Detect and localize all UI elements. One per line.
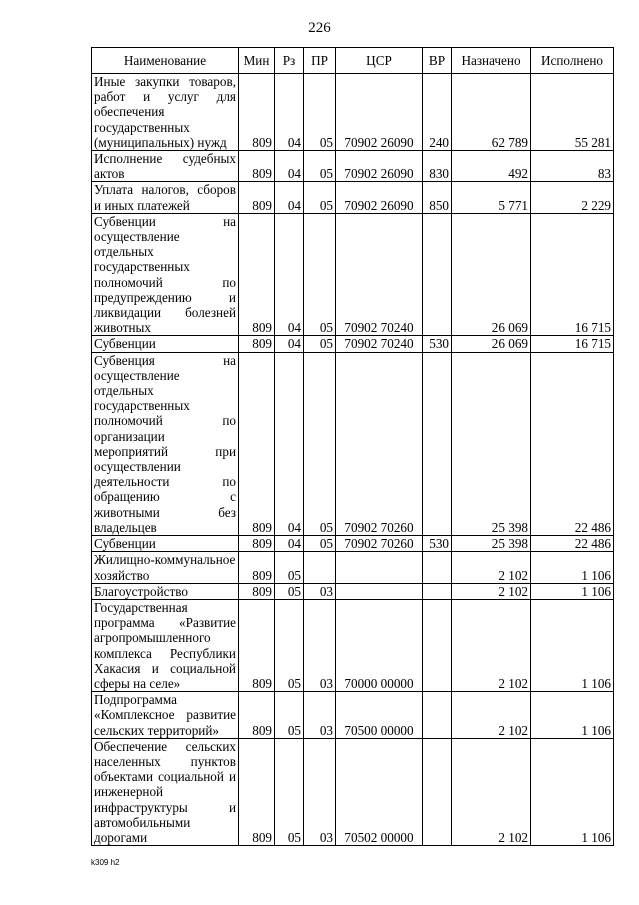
table-row <box>92 599 614 691</box>
cell-rz: 04 <box>275 182 304 213</box>
table-row <box>92 583 614 599</box>
cell-vr <box>423 692 452 739</box>
table-row <box>92 738 614 845</box>
table-body <box>92 74 614 846</box>
cell-pr: 05 <box>304 151 336 182</box>
cell-name: Уплата налогов, сборов и иных платежей <box>92 182 239 213</box>
cell-min: 809 <box>239 599 275 691</box>
cell-rz: 05 <box>275 738 304 845</box>
cell-executed: 1 106 <box>531 738 614 845</box>
cell-assigned: 25 398 <box>452 536 531 552</box>
cell-min: 809 <box>239 583 275 599</box>
cell-name: Субвенция на осуществление отдельных государственных полномочий по организации мероприятий при осуществлении деятельности по обращению с животными без владельцев <box>92 352 239 535</box>
cell-pr: 05 <box>304 352 336 535</box>
cell-assigned: 25 398 <box>452 352 531 535</box>
cell-rz: 04 <box>275 536 304 552</box>
cell-min: 809 <box>239 336 275 352</box>
table-row <box>92 352 614 535</box>
footer-code: k309 h2 <box>91 858 120 867</box>
cell-vr <box>423 213 452 336</box>
table-row <box>92 692 614 739</box>
cell-rz: 05 <box>275 599 304 691</box>
cell-rz: 05 <box>275 552 304 583</box>
cell-pr: 05 <box>304 74 336 151</box>
cell-executed: 55 281 <box>531 74 614 151</box>
cell-min: 809 <box>239 692 275 739</box>
header-vr: ВР <box>423 48 452 74</box>
cell-assigned: 2 102 <box>452 583 531 599</box>
cell-name: Субвенции <box>92 336 239 352</box>
cell-assigned: 5 771 <box>452 182 531 213</box>
cell-min: 809 <box>239 552 275 583</box>
cell-min: 809 <box>239 74 275 151</box>
cell-executed: 22 486 <box>531 536 614 552</box>
cell-csr: 70500 00000 <box>336 692 423 739</box>
cell-assigned: 62 789 <box>452 74 531 151</box>
header-min: Мин <box>239 48 275 74</box>
header-name: Наименование <box>92 48 239 74</box>
cell-vr: 830 <box>423 151 452 182</box>
cell-min: 809 <box>239 536 275 552</box>
cell-rz: 04 <box>275 336 304 352</box>
cell-vr <box>423 552 452 583</box>
cell-pr: 03 <box>304 583 336 599</box>
cell-executed: 83 <box>531 151 614 182</box>
cell-executed: 1 106 <box>531 599 614 691</box>
cell-pr: 03 <box>304 692 336 739</box>
cell-name: Иные закупки товаров, работ и услуг для обеспечения государственных (муниципальных) нужд <box>92 74 239 151</box>
cell-name: Субвенции <box>92 536 239 552</box>
cell-name: Субвенции на осуществление отдельных государственных полномочий по предупреждению и ликвидации болезней животных <box>92 213 239 336</box>
cell-executed: 16 715 <box>531 336 614 352</box>
table-header-row <box>92 48 614 74</box>
cell-rz: 05 <box>275 583 304 599</box>
cell-name: Благоустройство <box>92 583 239 599</box>
table-row <box>92 74 614 151</box>
cell-csr: 70502 00000 <box>336 738 423 845</box>
table-row <box>92 213 614 336</box>
table-row <box>92 552 614 583</box>
cell-rz: 04 <box>275 352 304 535</box>
table-row <box>92 151 614 182</box>
cell-csr: 70902 70240 <box>336 213 423 336</box>
cell-assigned: 492 <box>452 151 531 182</box>
cell-min: 809 <box>239 352 275 535</box>
cell-assigned: 26 069 <box>452 336 531 352</box>
cell-rz: 04 <box>275 213 304 336</box>
page-number: 226 <box>308 20 331 36</box>
cell-pr: 03 <box>304 738 336 845</box>
cell-vr <box>423 599 452 691</box>
cell-min: 809 <box>239 213 275 336</box>
cell-rz: 04 <box>275 151 304 182</box>
cell-executed: 16 715 <box>531 213 614 336</box>
cell-rz: 05 <box>275 692 304 739</box>
cell-pr: 05 <box>304 536 336 552</box>
cell-pr: 03 <box>304 599 336 691</box>
table-row <box>92 336 614 352</box>
cell-assigned: 2 102 <box>452 738 531 845</box>
cell-assigned: 2 102 <box>452 692 531 739</box>
cell-csr: 70902 70260 <box>336 352 423 535</box>
cell-vr <box>423 583 452 599</box>
cell-csr: 70000 00000 <box>336 599 423 691</box>
cell-csr: 70902 26090 <box>336 151 423 182</box>
cell-executed: 22 486 <box>531 352 614 535</box>
cell-csr <box>336 583 423 599</box>
cell-name: Исполнение судебных актов <box>92 151 239 182</box>
cell-vr: 850 <box>423 182 452 213</box>
cell-vr: 240 <box>423 74 452 151</box>
cell-pr <box>304 552 336 583</box>
table-row <box>92 536 614 552</box>
cell-csr <box>336 552 423 583</box>
cell-csr: 70902 26090 <box>336 182 423 213</box>
cell-csr: 70902 70260 <box>336 536 423 552</box>
header-assigned: Назначено <box>452 48 531 74</box>
cell-min: 809 <box>239 182 275 213</box>
cell-vr <box>423 352 452 535</box>
cell-assigned: 26 069 <box>452 213 531 336</box>
cell-vr <box>423 738 452 845</box>
cell-executed: 1 106 <box>531 552 614 583</box>
cell-pr: 05 <box>304 213 336 336</box>
header-rz: Рз <box>275 48 304 74</box>
cell-assigned: 2 102 <box>452 552 531 583</box>
table-row <box>92 182 614 213</box>
cell-csr: 70902 70240 <box>336 336 423 352</box>
header-csr: ЦСР <box>336 48 423 74</box>
cell-pr: 05 <box>304 182 336 213</box>
cell-min: 809 <box>239 738 275 845</box>
cell-name: Жилищно-коммунальное хозяйство <box>92 552 239 583</box>
cell-assigned: 2 102 <box>452 599 531 691</box>
cell-pr: 05 <box>304 336 336 352</box>
cell-name: Обеспечение сельских населенных пунктов объектами социальной и инженерной инфраструктуры и автомобильными дорогами <box>92 738 239 845</box>
cell-csr: 70902 26090 <box>336 74 423 151</box>
cell-rz: 04 <box>275 74 304 151</box>
cell-min: 809 <box>239 151 275 182</box>
header-pr: ПР <box>304 48 336 74</box>
cell-vr: 530 <box>423 536 452 552</box>
cell-executed: 1 106 <box>531 583 614 599</box>
cell-name: Подпрограмма «Комплексное развитие сельских территорий» <box>92 692 239 739</box>
cell-name: Государственная программа «Развитие агропромышленного комплекса Республики Хакасия и социальной сферы на селе» <box>92 599 239 691</box>
cell-executed: 1 106 <box>531 692 614 739</box>
header-executed: Исполнено <box>531 48 614 74</box>
cell-vr: 530 <box>423 336 452 352</box>
budget-table <box>91 47 614 846</box>
cell-executed: 2 229 <box>531 182 614 213</box>
